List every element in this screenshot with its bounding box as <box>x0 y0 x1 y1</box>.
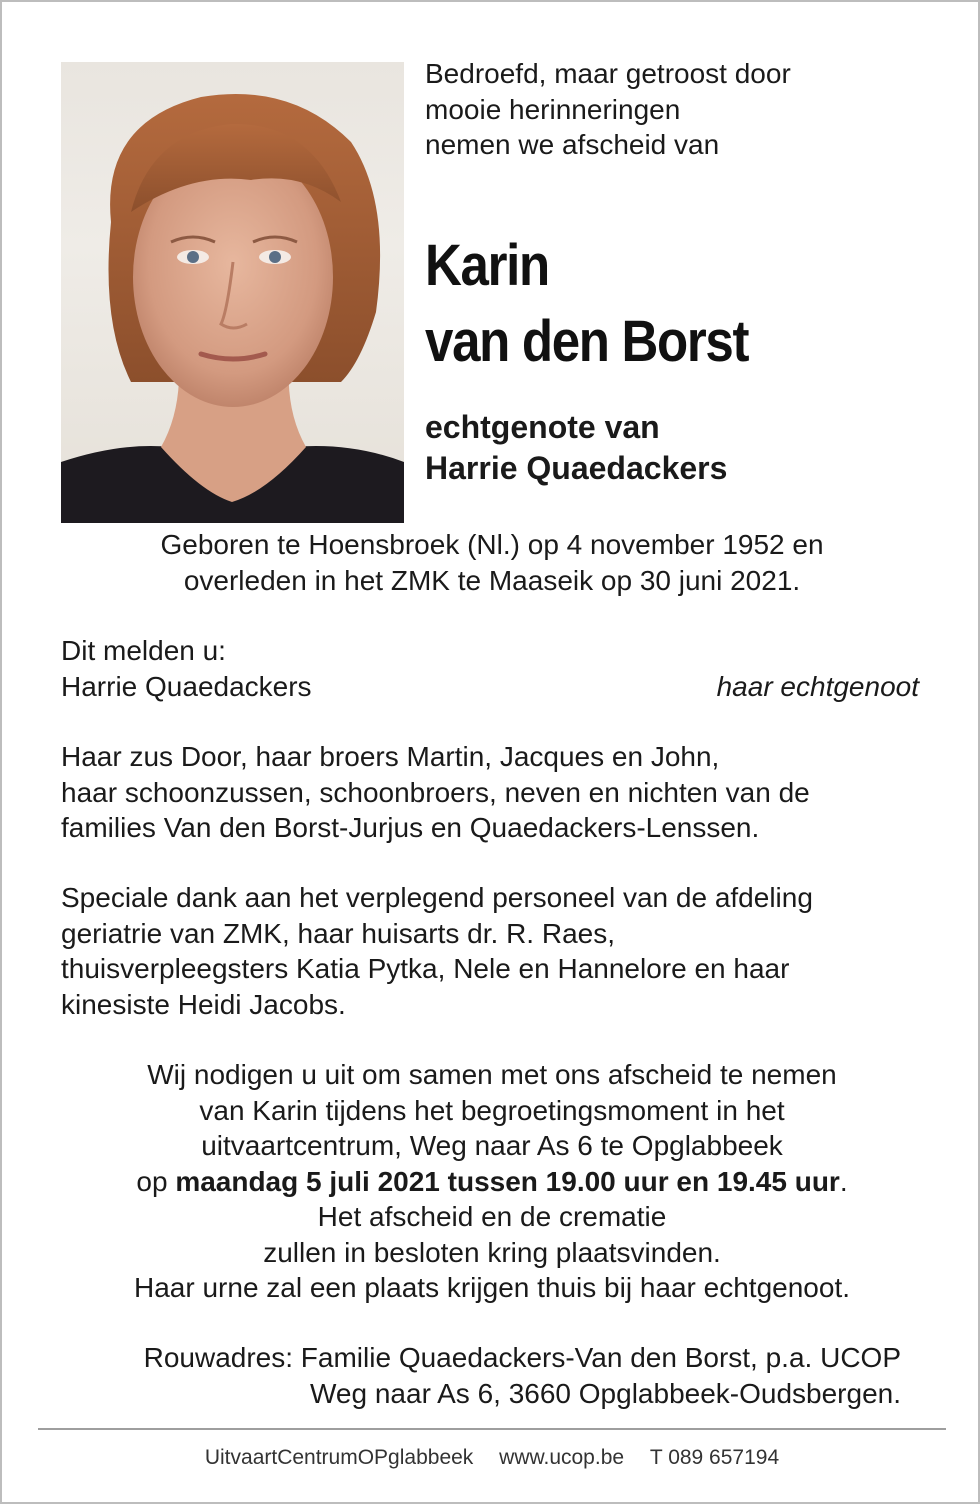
footer-website[interactable]: www.ucop.be <box>499 1446 625 1469</box>
deceased-name <box>425 228 748 380</box>
portrait-photo <box>61 62 404 523</box>
invitation-section <box>2 1057 980 1306</box>
footer-divider <box>38 1428 946 1430</box>
portrait-illustration <box>61 62 404 523</box>
date-prefix: op <box>136 1165 176 1197</box>
date-bold: maandag 5 juli 2021 tussen 19.00 uur en 19.45 uur <box>175 1165 840 1197</box>
thanks-line: thuisverpleegsters Katia Pytka, Nele en Hannelore en haar <box>61 953 790 984</box>
invite-line: Het afscheid en de crematie <box>317 1201 667 1232</box>
announce-heading: Dit melden u: <box>61 635 226 666</box>
spouse-line: Harrie Quaedackers <box>425 450 728 486</box>
first-name: Karin <box>425 233 549 298</box>
spouse-text <box>425 407 727 489</box>
thanks-line: geriatrie van ZMK, haar huisarts dr. R. Raes, <box>61 917 615 949</box>
thanks-section <box>61 880 931 1022</box>
footer-company: UitvaartCentrumOPglabbeek <box>204 1446 474 1469</box>
family-line: haar schoonzussen, schoonbroers, neven en nichten van de <box>61 776 810 808</box>
born-line: Geboren te Hoensbroek (Nl.) op 4 november 1952 en <box>160 529 824 560</box>
invite-line: zullen in besloten kring plaatsvinden. <box>263 1236 721 1268</box>
born-line: overleden in het ZMK te Maaseik op 30 juni 2021. <box>183 564 801 596</box>
address-line: Weg naar As 6, 3660 Opglabbeek-Oudsbergen. <box>310 1377 901 1409</box>
announce-person: Harrie Quaedackers <box>61 670 312 702</box>
invite-line: van Karin tijdens het begroetingsmoment in het <box>199 1094 785 1126</box>
thanks-line: Speciale dank aan het verplegend personeel van de afdeling <box>61 882 813 913</box>
announce-relation: haar echtgenoot <box>716 670 919 702</box>
address-line: Rouwadres: Familie Quaedackers-Van den Borst, p.a. UCOP <box>143 1342 901 1373</box>
invite-line: uitvaartcentrum, Weg naar As 6 te Opglabbeek <box>201 1130 783 1161</box>
family-line: Haar zus Door, haar broers Martin, Jacques en John, <box>61 741 720 772</box>
intro-text <box>425 56 791 163</box>
announce-row <box>61 669 919 705</box>
invite-line: Haar urne zal een plaats krijgen thuis bij haar echtgenoot. <box>134 1272 850 1303</box>
invite-date-line <box>2 1164 980 1200</box>
intro-line: nemen we afscheid van <box>425 129 720 160</box>
mourning-address <box>61 1340 901 1411</box>
footer-phone: T 089 657194 <box>649 1446 780 1469</box>
announce-section <box>61 633 931 704</box>
family-line: families Van den Borst-Jurjus en Quaedackers-Lenssen. <box>61 812 760 843</box>
date-suffix: . <box>839 1165 848 1197</box>
thanks-line: kinesiste Heidi Jacobs. <box>61 988 346 1020</box>
intro-line: mooie herinneringen <box>425 93 681 125</box>
last-name: van den Borst <box>425 309 749 374</box>
intro-line: Bedroefd, maar getroost door <box>425 58 791 89</box>
family-section <box>61 739 931 846</box>
spouse-line: echtgenote van <box>425 409 660 445</box>
invite-line: Wij nodigen u uit om samen met ons afscheid te nemen <box>147 1059 837 1090</box>
footer <box>2 1446 980 1470</box>
birth-death-text <box>2 527 980 598</box>
